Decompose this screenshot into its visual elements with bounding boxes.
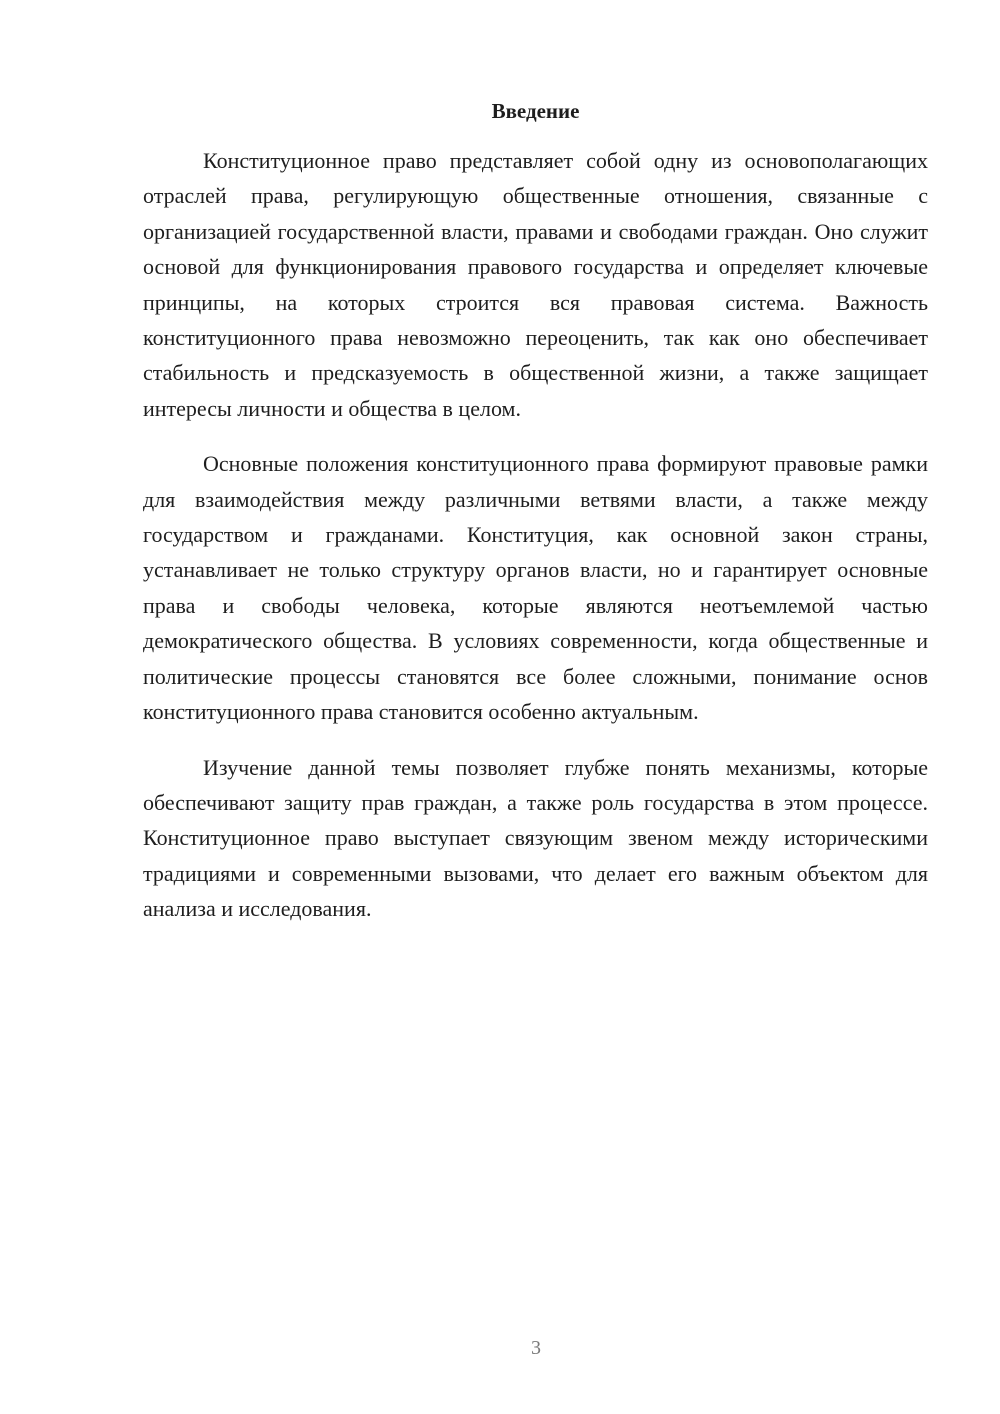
- paragraph-1: Конституционное право представляет собой одну из основополагающих отраслей права, регулирующую общественные отношения, связанные с организацией государственной власти, правами и свободами граждан. Оно служит основой для функционирования правового государства и определяет ключевые принципы, на которых строится вся правовая система. Важность конституционного права невозможно переоценить, так как оно обеспечивает стабильность и предсказуемость в общественной жизни, а также защищает интересы личности и общества в целом.: [143, 148, 928, 421]
- body-text: [143, 143, 928, 947]
- paragraph-3: Изучение данной темы позволяет глубже понять механизмы, которые обеспечивают защиту прав граждан, а также роль государства в этом процессе. Конституционное право выступает связующим звеном между историческими традициями и современными вызовами, что делает его важным объектом для анализа и исследования.: [143, 754, 928, 922]
- page-number: 3: [531, 1337, 541, 1359]
- paragraph-2: Основные положения конституционного права формируют правовые рамки для взаимодействия между различными ветвями власти, а также между государством и гражданами. Конституция, как основной закон страны, устанавливает не только структуру органов власти, но и гарантирует основные права и свободы человека, которые являются неотъемлемой частью демократического общества. В условиях современности, когда общественные и политические процессы становятся все более сложными, понимание основ конституционного права становится особенно актуальным.: [143, 451, 928, 725]
- section-title: Введение: [491, 99, 580, 123]
